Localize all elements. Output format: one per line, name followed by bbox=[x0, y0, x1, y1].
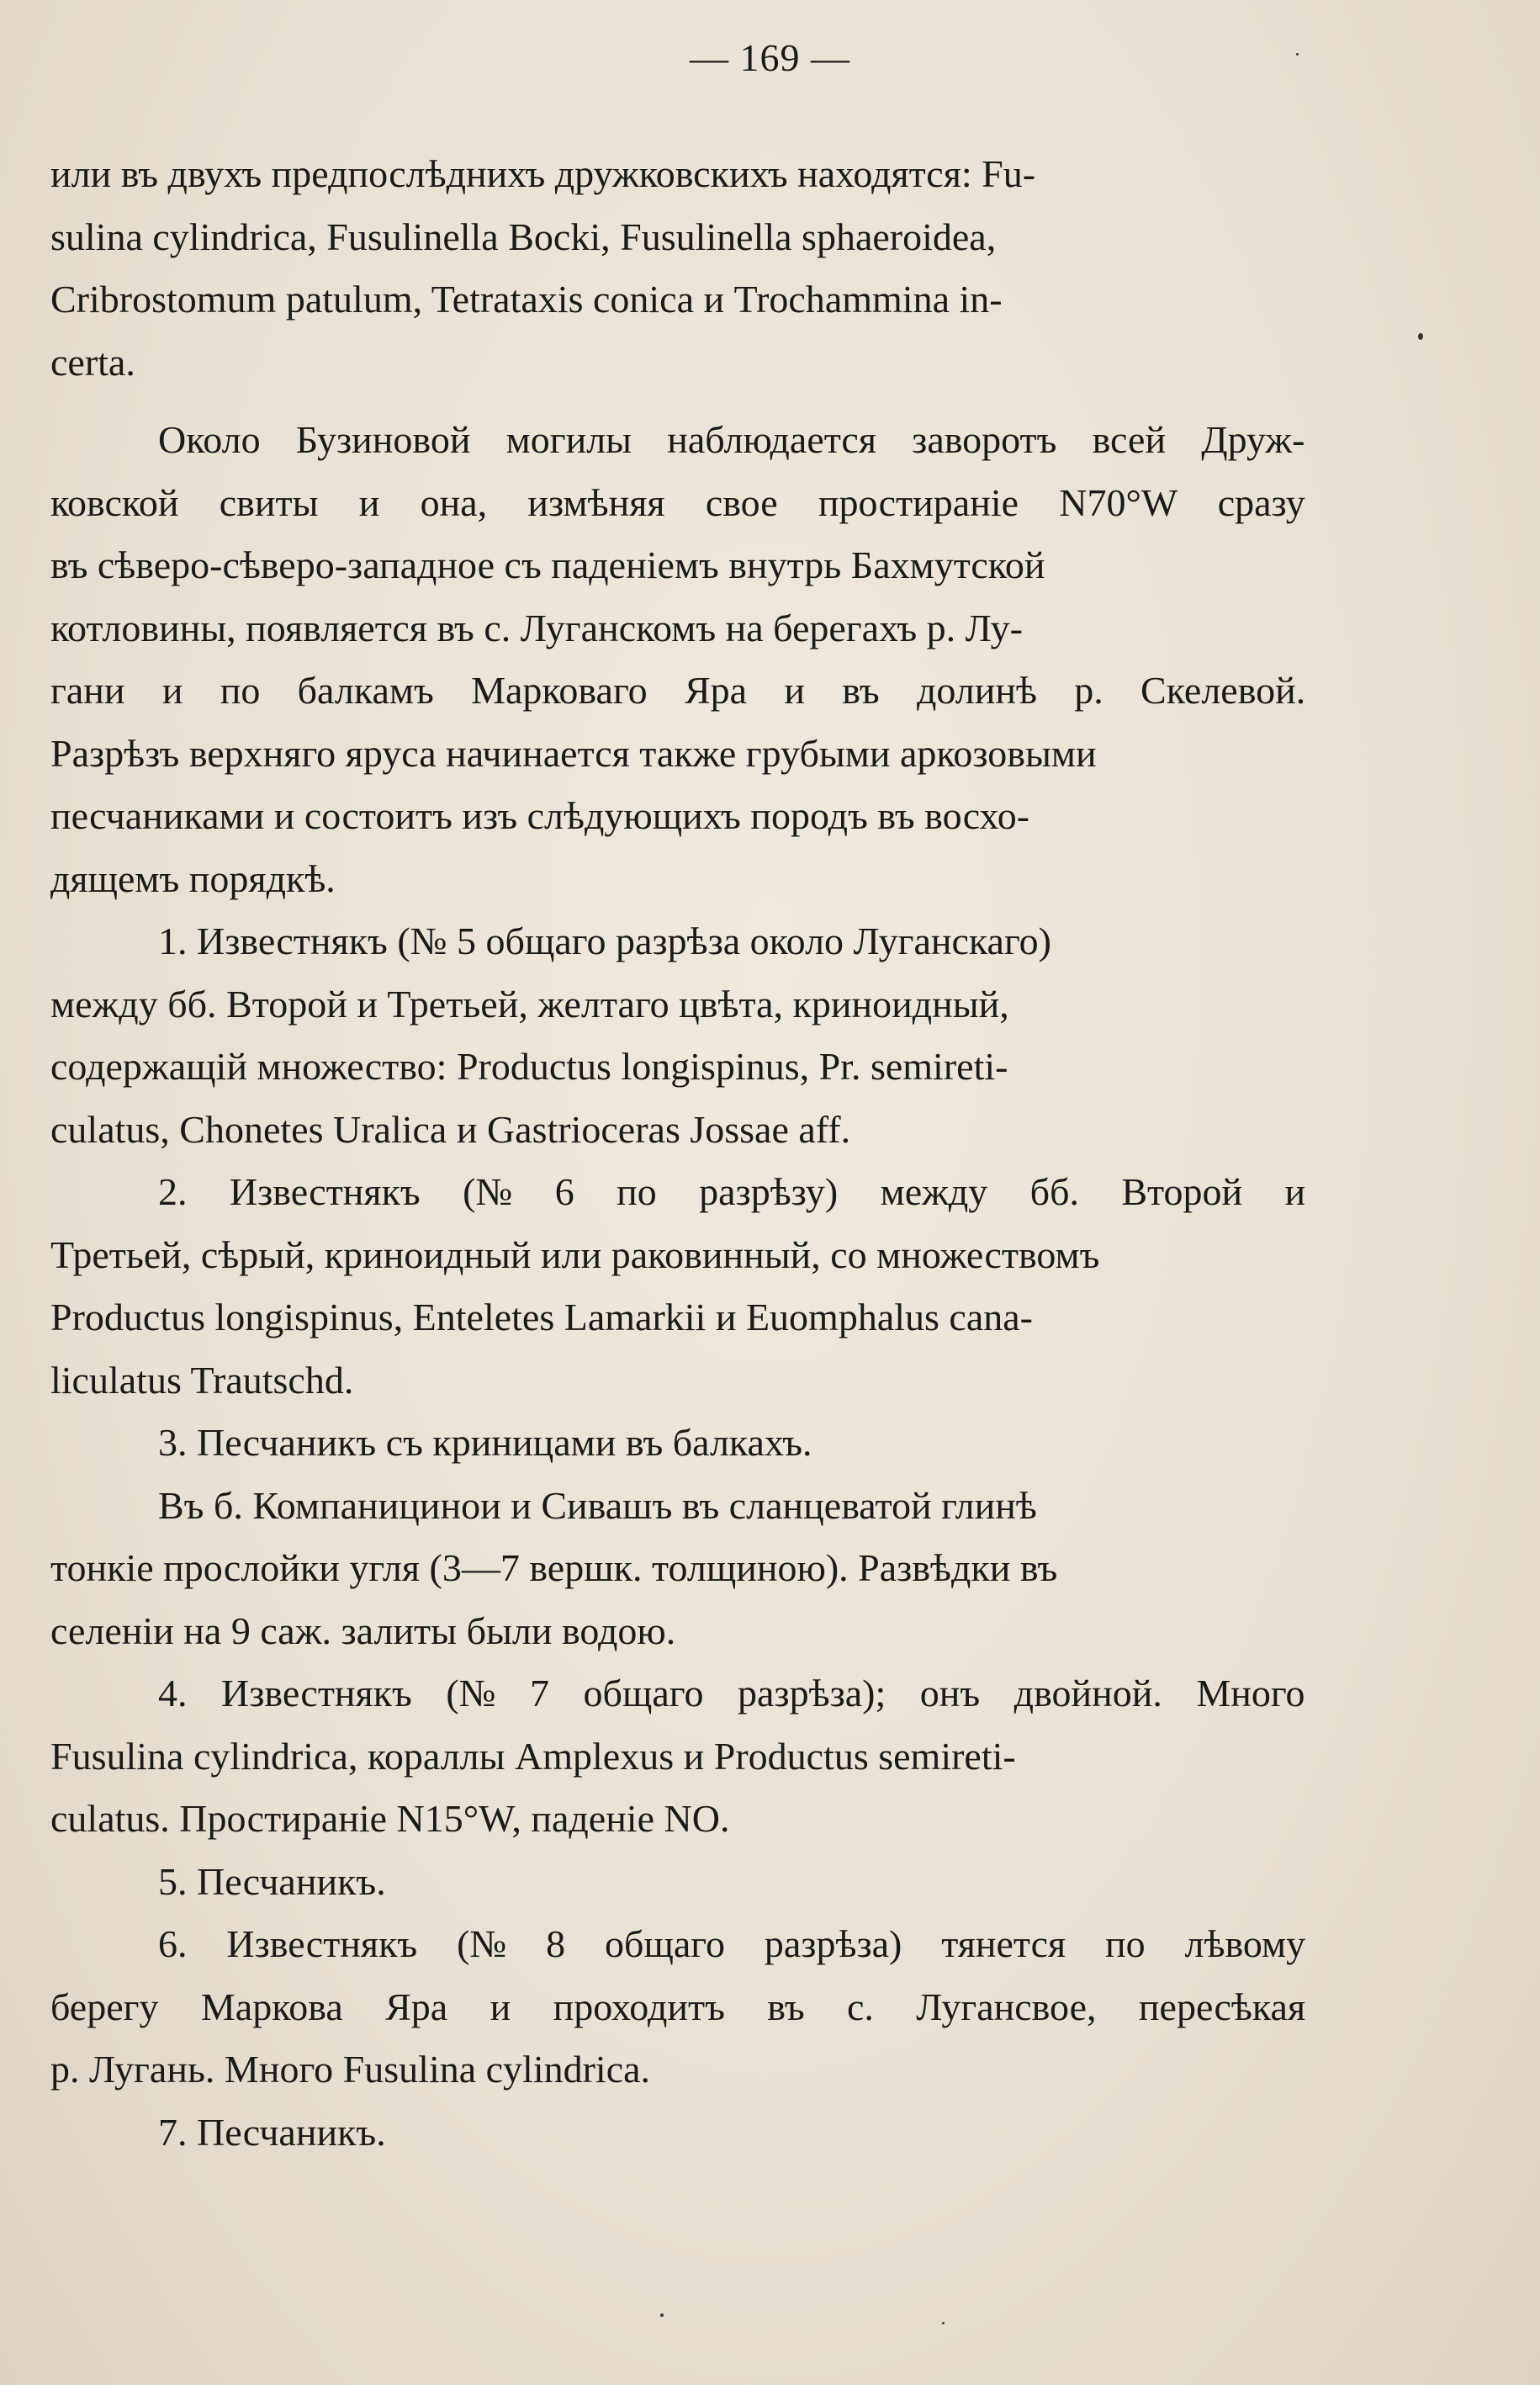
print-speck bbox=[1296, 53, 1299, 56]
text-line: содержащій множество: Productus longispinus, Pr. semireti- bbox=[50, 1045, 1008, 1088]
text-line: песчаниками и состоитъ изъ слѣдующихъ породъ въ восхо- bbox=[50, 794, 1030, 837]
paragraph-7 bbox=[50, 1662, 1305, 1851]
text-line: тонкіе прослойки угля (3—7 вершк. толщиною). Развѣдки въ bbox=[50, 1546, 1058, 1589]
paragraph-6 bbox=[50, 1475, 1305, 1663]
text-line: между бб. Второй и Третьей, желтаго цвѣта, криноидный, bbox=[50, 982, 1009, 1026]
body-text bbox=[50, 143, 1305, 2164]
text-line: Разрѣзъ верхняго яруса начинается также грубыми аркозовыми bbox=[50, 731, 1097, 775]
text-line: liculatus Trautschd. bbox=[50, 1358, 354, 1402]
text-line: котловины, появляется въ с. Луганскомъ на берегахъ р. Лу- bbox=[50, 606, 1023, 649]
text-line: 2. Известнякъ (№ 6 по разрѣзу) между бб. Второй и bbox=[158, 1170, 1306, 1213]
text-line: Около Бузиновой могилы наблюдается заворотъ всей Друж- bbox=[158, 418, 1305, 461]
text-line: Cribrostomum patulum, Tetrataxis conica и Trochammina in- bbox=[50, 278, 1003, 321]
text-line: culatus. Простираніе N15°W, паденіе NO. bbox=[50, 1797, 730, 1840]
text-line: въ сѣверо-сѣверо-западное съ паденіемъ внутрь Бахмутской bbox=[50, 543, 1045, 586]
paragraph-1 bbox=[50, 143, 1305, 394]
text-line: Productus longispinus, Enteletes Lamarkii и Euomphalus cana- bbox=[50, 1296, 1033, 1338]
text-line: sulina cylindrica, Fusulinella Bocki, Fusulinella sphaeroidea, bbox=[50, 215, 997, 258]
text-line: р. Лугань. Много Fusulina cylindrica. bbox=[50, 2048, 651, 2091]
paragraph-3 bbox=[50, 910, 1305, 1161]
text-line: 6. Известнякъ (№ 8 общаго разрѣза) тянется по лѣвому bbox=[158, 1922, 1306, 1965]
paragraph-5 bbox=[50, 1412, 1305, 1475]
text-line: 3. Песчаникъ съ криницами въ балкахъ. bbox=[158, 1421, 812, 1464]
text-line: 1. Известнякъ (№ 5 общаго разрѣза около Луганскаго) bbox=[158, 920, 1051, 962]
text-line: culatus, Chonetes Uralica и Gastrioceras Jossae aff. bbox=[50, 1107, 851, 1151]
paragraph-10 bbox=[50, 2101, 1305, 2165]
text-line: дящемъ порядкѣ. bbox=[50, 856, 336, 900]
text-line: 4. Известнякъ (№ 7 общаго разрѣза); онъ двойной. Много bbox=[158, 1672, 1305, 1715]
text-line: Третьей, сѣрый, криноидный или раковинный, со множествомъ bbox=[50, 1232, 1100, 1276]
print-speck bbox=[1418, 333, 1423, 340]
text-line: селеніи на 9 саж. залиты были водою. bbox=[50, 1609, 676, 1652]
text-line: Въ б. Компаницинои и Сивашъ въ сланцеватой глинѣ bbox=[158, 1483, 1037, 1527]
text-line: ковской свиты и она, измѣняя свое простираніе N70°W сразу bbox=[50, 480, 1305, 524]
text-line: берегу Маркова Яра и проходитъ въ с. Лугансвое, пересѣкая bbox=[50, 1985, 1306, 2028]
paragraph-2 bbox=[50, 409, 1305, 910]
text-line: certa. bbox=[50, 340, 135, 384]
print-speck bbox=[942, 2322, 945, 2324]
paragraph-4 bbox=[50, 1161, 1305, 1412]
text-line: 5. Песчаникъ. bbox=[158, 1859, 386, 1903]
text-line: 7. Песчаникъ. bbox=[158, 2110, 386, 2154]
paragraph-8 bbox=[50, 1851, 1305, 1914]
text-line: гани и по балкамъ Марковаго Яра и въ долинѣ р. Скелевой. bbox=[50, 669, 1306, 712]
print-speck bbox=[660, 2313, 664, 2317]
paragraph-9 bbox=[50, 1913, 1305, 2101]
text-line: Fusulina cylindrica, кораллы Amplexus и Productus semireti- bbox=[50, 1734, 1016, 1778]
text-line: или въ двухъ предпослѣднихъ дружковскихъ находятся: Fu- bbox=[50, 152, 1036, 195]
page-number: — 169 — bbox=[690, 36, 850, 79]
